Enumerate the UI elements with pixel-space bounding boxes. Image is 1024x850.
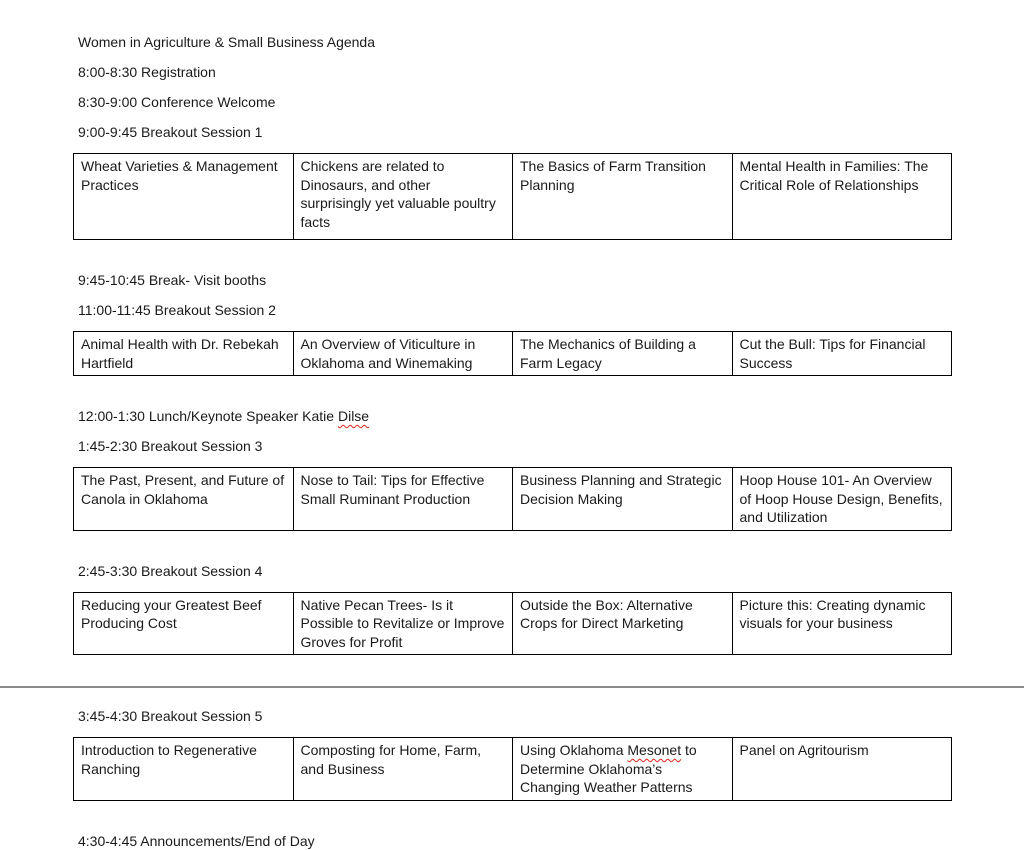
session-cell: Picture this: Creating dynamic visuals for your business — [732, 592, 952, 655]
session-cell: The Basics of Farm Transition Planning — [513, 154, 733, 240]
session-cell: Native Pecan Trees- Is it Possible to Revitalize or Improve Groves for Profit — [293, 592, 513, 655]
agenda-line-registration: 8:00-8:30 Registration — [78, 64, 216, 80]
session-cell: Cut the Bull: Tips for Financial Success — [732, 332, 952, 376]
agenda-line-session4: 2:45-3:30 Breakout Session 4 — [78, 562, 263, 579]
session-cell: Introduction to Regenerative Ranching — [74, 738, 294, 801]
session4-table — [73, 592, 952, 656]
agenda-title: Women in Agriculture & Small Business Agenda — [78, 34, 376, 50]
session3-table — [73, 467, 952, 531]
session5-table — [73, 737, 952, 801]
table-row — [74, 738, 952, 801]
session-cell: The Past, Present, and Future of Canola in Oklahoma — [74, 468, 294, 531]
agenda-line-welcome: 8:30-9:00 Conference Welcome — [78, 94, 276, 110]
lunch-line-text: 12:00-1:30 Lunch/Keynote Speaker Katie — [78, 408, 338, 424]
session-cell: Panel on Agritourism — [732, 738, 952, 801]
session-cell-text: Using Oklahoma — [520, 742, 628, 758]
page-break-divider — [0, 686, 1024, 688]
session-cell-text: to Determine Oklahoma’s Changing Weather Patterns — [520, 742, 697, 795]
session-cell: Chickens are related to Dinosaurs, and other surprisingly yet valuable poultry facts — [293, 154, 513, 240]
agenda-line-end: 4:30-4:45 Announcements/End of Day — [78, 832, 315, 849]
session-cell: Hoop House 101- An Overview of Hoop House Design, Benefits, and Utilization — [732, 468, 952, 531]
table-row — [74, 468, 952, 531]
misspelled-word-mesonet: Mesonet — [627, 742, 682, 758]
session-cell: Outside the Box: Alternative Crops for Direct Marketing — [513, 592, 733, 655]
session-cell: Mental Health in Families: The Critical Role of Relationships — [732, 154, 952, 240]
session-cell: Wheat Varieties & Management Practices — [74, 154, 294, 240]
session-cell: Animal Health with Dr. Rebekah Hartfield — [74, 332, 294, 376]
agenda-line-break: 9:45-10:45 Break- Visit booths — [78, 272, 267, 288]
session2-table — [73, 331, 952, 376]
session-cell: The Mechanics of Building a Farm Legacy — [513, 332, 733, 376]
table-row — [74, 154, 952, 240]
agenda-line-session1: 9:00-9:45 Breakout Session 1 — [78, 124, 263, 140]
session-cell: Nose to Tail: Tips for Effective Small Ruminant Production — [293, 468, 513, 531]
session1-table — [73, 153, 952, 240]
agenda-line-session2: 11:00-11:45 Breakout Session 2 — [78, 302, 276, 318]
session-cell — [513, 738, 733, 801]
session-cell: Reducing your Greatest Beef Producing Cost — [74, 592, 294, 655]
agenda-line-session5: 3:45-4:30 Breakout Session 5 — [78, 708, 263, 724]
table-row — [74, 592, 952, 655]
session-cell: Composting for Home, Farm, and Business — [293, 738, 513, 801]
session-cell: An Overview of Viticulture in Oklahoma and Winemaking — [293, 332, 513, 376]
table-row — [74, 332, 952, 376]
misspelled-word-dilse: Dilse — [337, 408, 370, 424]
agenda-line-lunch — [73, 407, 1024, 425]
agenda-line-session3: 1:45-2:30 Breakout Session 3 — [78, 438, 263, 454]
session-cell: Business Planning and Strategic Decision Making — [513, 468, 733, 531]
